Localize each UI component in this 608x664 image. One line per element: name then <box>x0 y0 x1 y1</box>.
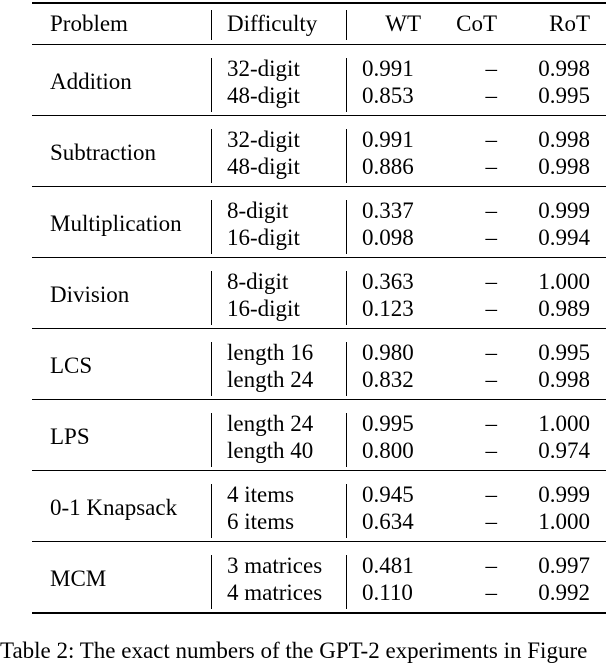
wt-value: 0.886 <box>362 154 414 179</box>
difficulty-cell: length 40 <box>227 438 314 463</box>
column-separator <box>211 342 212 396</box>
group-rule <box>32 328 606 329</box>
rot-value: 0.999 <box>538 198 590 223</box>
wt-value: 0.634 <box>362 509 414 534</box>
rot-value: 0.998 <box>538 127 590 152</box>
column-separator <box>211 200 212 254</box>
rot-value: 1.000 <box>538 509 590 534</box>
column-separator <box>346 555 347 609</box>
header-separator <box>346 10 347 40</box>
column-separator <box>211 555 212 609</box>
column-separator <box>211 271 212 325</box>
rot-value: 0.997 <box>538 553 590 578</box>
difficulty-cell: 3 matrices <box>227 553 323 578</box>
difficulty-cell: 4 matrices <box>227 580 323 605</box>
rot-value: 1.000 <box>538 269 590 294</box>
rot-value: 1.000 <box>538 411 590 436</box>
problem-label: 0-1 Knapsack <box>50 495 178 520</box>
rot-value: 0.998 <box>538 154 590 179</box>
column-separator <box>346 271 347 325</box>
cot-value: – <box>485 198 497 223</box>
group-rule <box>32 186 606 187</box>
column-separator <box>346 342 347 396</box>
rot-value: 0.998 <box>538 367 590 392</box>
column-separator <box>346 58 347 112</box>
header-problem: Problem <box>50 11 128 36</box>
problem-label: Addition <box>50 69 132 94</box>
header-wt: WT <box>385 11 421 36</box>
cot-value: – <box>485 154 497 179</box>
cot-value: – <box>485 367 497 392</box>
difficulty-cell: length 16 <box>227 340 314 365</box>
difficulty-cell: 8-digit <box>227 269 289 294</box>
wt-value: 0.363 <box>362 269 414 294</box>
column-separator <box>211 413 212 467</box>
wt-value: 0.800 <box>362 438 414 463</box>
problem-label: LCS <box>50 353 93 378</box>
difficulty-cell: 48-digit <box>227 83 300 108</box>
difficulty-cell: 48-digit <box>227 154 300 179</box>
cot-value: – <box>485 225 497 250</box>
cot-value: – <box>485 56 497 81</box>
wt-value: 0.980 <box>362 340 414 365</box>
header-separator <box>211 10 212 40</box>
header-rule <box>32 44 606 45</box>
wt-value: 0.995 <box>362 411 414 436</box>
rot-value: 0.999 <box>538 482 590 507</box>
group-rule <box>32 257 606 258</box>
problem-label: MCM <box>50 566 107 591</box>
column-separator <box>346 129 347 183</box>
group-rule <box>32 470 606 471</box>
top-rule <box>32 2 606 4</box>
header-rot: RoT <box>549 11 590 36</box>
column-separator <box>211 484 212 538</box>
cot-value: – <box>485 296 497 321</box>
difficulty-cell: length 24 <box>227 411 314 436</box>
header-difficulty: Difficulty <box>227 11 318 36</box>
wt-value: 0.832 <box>362 367 414 392</box>
column-separator <box>346 484 347 538</box>
cot-value: – <box>485 509 497 534</box>
difficulty-cell: 16-digit <box>227 225 300 250</box>
column-separator <box>346 413 347 467</box>
cot-value: – <box>485 340 497 365</box>
problem-label: Subtraction <box>50 140 157 165</box>
cot-value: – <box>485 83 497 108</box>
wt-value: 0.991 <box>362 127 414 152</box>
problem-label: Division <box>50 282 130 307</box>
difficulty-cell: 8-digit <box>227 198 289 223</box>
rot-value: 0.995 <box>538 83 590 108</box>
problem-label: LPS <box>50 424 90 449</box>
bottom-rule <box>32 612 606 614</box>
wt-value: 0.991 <box>362 56 414 81</box>
wt-value: 0.337 <box>362 198 414 223</box>
cot-value: – <box>485 269 497 294</box>
difficulty-cell: length 24 <box>227 367 314 392</box>
wt-value: 0.110 <box>362 580 413 605</box>
cot-value: – <box>485 553 497 578</box>
table-caption: Table 2: The exact numbers of the GPT-2 experiments in Figure <box>0 638 588 663</box>
cot-value: – <box>485 411 497 436</box>
problem-label: Multiplication <box>50 211 182 236</box>
group-rule <box>32 115 606 116</box>
difficulty-cell: 32-digit <box>227 56 300 81</box>
rot-value: 0.992 <box>538 580 590 605</box>
column-separator <box>346 200 347 254</box>
difficulty-cell: 4 items <box>227 482 295 507</box>
rot-value: 0.994 <box>538 225 590 250</box>
group-rule <box>32 399 606 400</box>
difficulty-cell: 6 items <box>227 509 295 534</box>
header-cot: CoT <box>456 11 497 36</box>
wt-value: 0.945 <box>362 482 414 507</box>
difficulty-cell: 32-digit <box>227 127 300 152</box>
wt-value: 0.123 <box>362 296 414 321</box>
wt-value: 0.481 <box>362 553 414 578</box>
rot-value: 0.989 <box>538 296 590 321</box>
cot-value: – <box>485 580 497 605</box>
column-separator <box>211 58 212 112</box>
cot-value: – <box>485 127 497 152</box>
rot-value: 0.995 <box>538 340 590 365</box>
difficulty-cell: 16-digit <box>227 296 300 321</box>
wt-value: 0.853 <box>362 83 414 108</box>
wt-value: 0.098 <box>362 225 414 250</box>
rot-value: 0.998 <box>538 56 590 81</box>
rot-value: 0.974 <box>538 438 590 463</box>
cot-value: – <box>485 482 497 507</box>
group-rule <box>32 541 606 542</box>
column-separator <box>211 129 212 183</box>
cot-value: – <box>485 438 497 463</box>
